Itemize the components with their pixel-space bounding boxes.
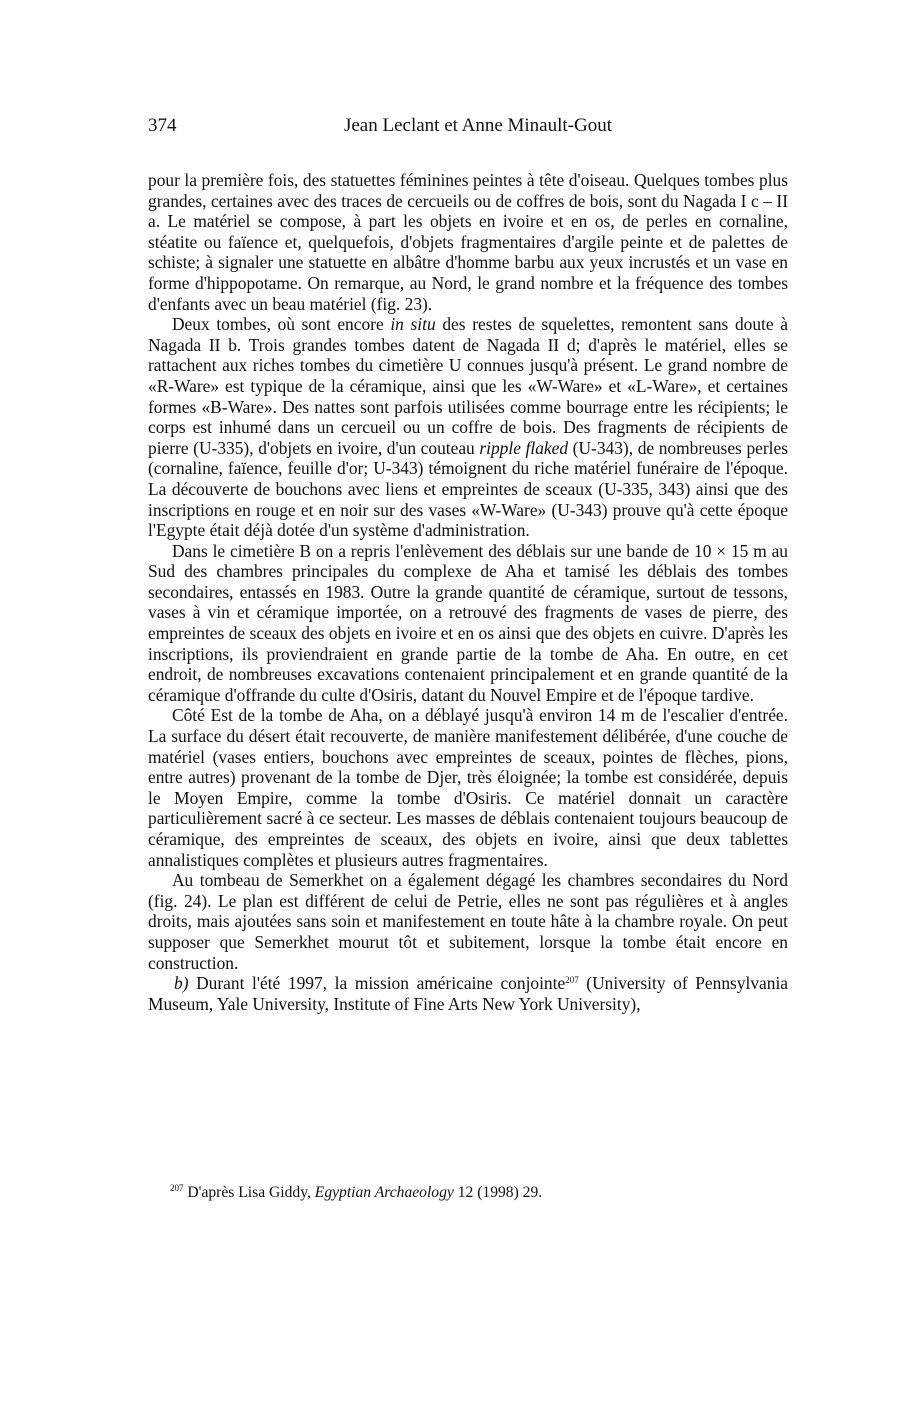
paragraph-2 — [148, 314, 788, 541]
footnote-ref-207[interactable]: 207 — [565, 975, 579, 986]
page-header — [148, 115, 788, 141]
paragraph-2-text-a: Deux tombes, où sont encore — [172, 314, 391, 335]
footnote-207 — [170, 1183, 790, 1203]
paragraph-6-text-a: Durant l'été 1997, la mission américaine conjointe — [188, 973, 566, 994]
running-head: Jean Leclant et Anne Minault-Gout — [343, 115, 613, 136]
paragraph-2-italic-a: in situ — [390, 314, 436, 335]
paragraph-6 — [148, 973, 788, 1014]
paragraph-2-italic-b: ripple flaked — [479, 437, 569, 458]
paragraph-3: Dans le cimetière B on a repris l'enlèvement des déblais sur une bande de 10 × 15 m au Sud des chambres principales du complexe de Aha et tamisé les déblais des tombes secondaires, entassés en 1983. Outre la grande quantité de céramique, surtout de tessons, vases à vin et céramique importée, on a retrouvé des fragments de vases de pierre, des empreintes de sceaux des objets en ivoire et en os ainsi que des objets en cuivre. D'après les inscriptions, ils proviendraient en grande partie de la tombe de Aha. En outre, en cet endroit, de nombreuses excavations contenaient principalement et en grande quantité de la céramique d'offrande du culte d'Osiris, datant du Nouvel Empire et de l'époque tardive. — [148, 540, 788, 705]
paragraph-6-italic-a: b) — [174, 973, 189, 994]
footnote-text-b: 12 (1998) 29. — [453, 1184, 543, 1201]
paragraph-4: Côté Est de la tombe de Aha, on a déblayé jusqu'à environ 14 m de l'escalier d'entrée. La surface du désert était recouverte, de manière manifestement délibérée, d'une couche de matériel (vases entiers, bouchons avec empreintes de sceaux, pointes de flèches, pions, entre autres) provenant de la tombe de Djer, très éloignée; la tombe est considérée, depuis le Moyen Empire, comme la tombe d'Osiris. Ce matériel donnait un caractère particulièrement sacré à ce secteur. Les masses de déblais contenaient toujours beaucoup de céramique, des empreintes de sceaux, des objets en ivoire, ainsi que deux tablettes annalistiques complètes et plusieurs autres fragmentaires. — [148, 705, 788, 870]
body-text — [148, 170, 788, 1014]
paragraph-5: Au tombeau de Semerkhet on a également dégagé les chambres secondaires du Nord (fig. 24). Le plan est différent de celui de Petrie, elles ne sont pas régulières et à angles droits, mais ajoutées sans soin et manifestement en toute hâte à la chambre royale. On peut supposer que Semerkhet mourut tôt et subitement, lorsque la tombe était encore en construction. — [148, 870, 788, 973]
page-number: 374 — [148, 115, 177, 136]
footnote-journal-title: Egyptian Archaeology — [314, 1184, 454, 1201]
paragraph-1: pour la première fois, des statuettes féminines peintes à tête d'oiseau. Quelques tombes plus grandes, certaines avec des traces de cercueils ou de coffres de bois, sont du Nagada I c – II a. Le matériel se compose, à part les objets en ivoire et en os, de perles en cornaline, stéatite ou faïence et, quelquefois, d'objets fragmentaires d'argile peinte et de palettes de schiste; à signaler une statuette en albâtre d'homme barbu aux yeux incrustés et un vase en forme d'hippopotame. On remarque, au Nord, le grand nombre et la fréquence des tombes d'enfants avec un beau matériel (fig. 23). — [148, 170, 788, 314]
footnote-text-a: D'après Lisa Giddy, — [183, 1184, 315, 1201]
paragraph-2-text-b: des restes de squelettes, remontent sans doute à Nagada II b. Trois grandes tombes datent de Nagada II d; d'après le matériel, elles se rattachent aux riches tombes du cimetière U connues jusqu'à présent. Le grand nombre de «R-Ware» est typique de la céramique, ainsi que les «W-Ware» et «L-Ware», et certaines formes «B-Ware». Des nattes sont parfois utilisées comme bourrage entre les récipients; le corps est inhumé dans un cercueil ou un coffre de bois. Des fragments de récipients de pierre (U-335), d'objets en ivoire, d'un couteau — [148, 314, 788, 458]
footnote-number: 207 — [170, 1183, 184, 1193]
paragraph-2-text-c: (U-343), de nombreuses perles (cornaline, faïence, feuille d'or; U-343) témoignent du riche matériel funéraire de l'époque. La découverte de bouchons avec liens et empreintes de sceaux (U-335, 343) ainsi que des inscriptions en rouge et en noir sur des vases «W-Ware» (U-343) prouve qu'à cette époque l'Egypte était déjà dotée d'un système d'administration. — [148, 437, 788, 541]
paragraph-6-text-b: (University of Pennsylvania Museum, Yale University, Institute of Fine Arts New York University), — [148, 973, 788, 1014]
